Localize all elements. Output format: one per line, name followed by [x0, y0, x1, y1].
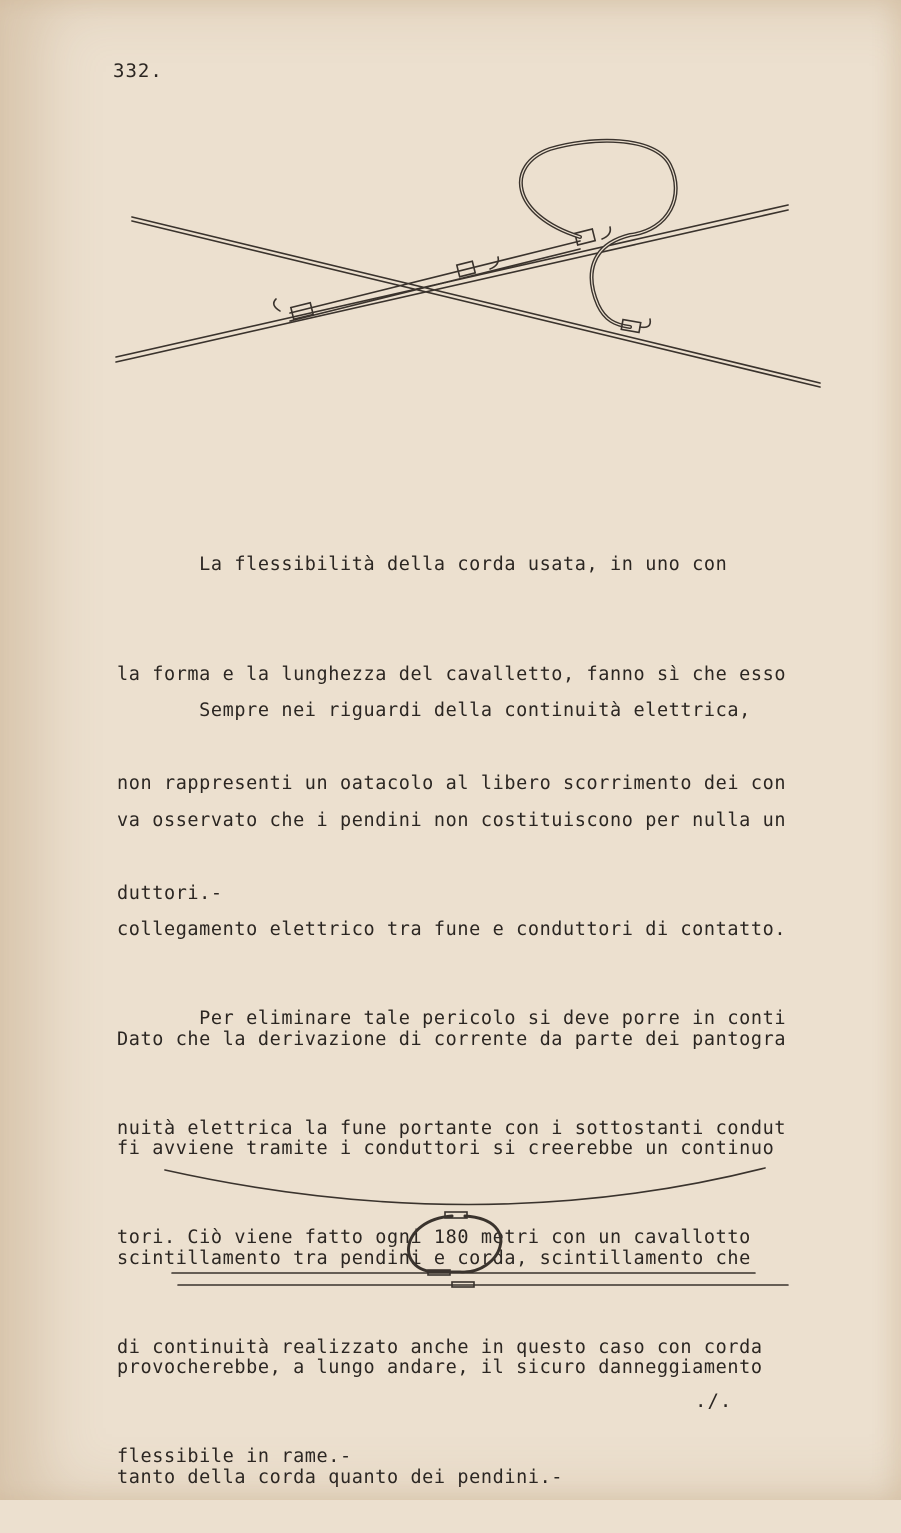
paragraph-line: va osservato che i pendini non costituiscono per nulla un: [117, 809, 787, 831]
paragraph-line: nuità elettrica la fune portante con i sottostanti condut: [117, 1117, 787, 1139]
paragraph-line: Sempre nei riguardi della continuità elettrica,: [117, 700, 751, 721]
paragraph-line: collegamento elettrico tra fune e conduttori di contatto.: [117, 919, 787, 940]
paragraph-line: non rappresenti un oatacolo al libero scorrimento dei con: [117, 773, 787, 794]
paragraph-line: scintillamento tra pendini e corda, scintillamento che: [117, 1247, 751, 1269]
paragraph-line: Per eliminare tale pericolo si deve porre in conti: [117, 1008, 787, 1029]
paragraph-line: di continuità realizzato anche in questo caso con corda: [117, 1336, 763, 1358]
cavallotto-illustration: [160, 1160, 800, 1300]
continuation-mark: ./.: [695, 1390, 733, 1412]
paragraph-line: provocherebbe, a lungo andare, il sicuro danneggiamento: [117, 1357, 763, 1378]
paragraph-line: la forma e la lunghezza del cavalletto, fanno sì che esso: [117, 663, 787, 685]
paragraph-line: La flessibilità della corda usata, in uno con: [117, 554, 728, 575]
paragraph-line: tori. Ciò viene fatto ogni 180 metri con un cavallotto: [117, 1227, 751, 1248]
paragraph-line: duttori.-: [117, 882, 223, 904]
paragraph-line: flessibile in rame.-: [117, 1446, 352, 1467]
paragraph-line: fi avviene tramite i conduttori si creerebbe un continuo: [117, 1138, 775, 1159]
cavalletto-illustration: [110, 135, 830, 395]
paragraph-line: Dato che la derivazione di corrente da parte dei pantogra: [117, 1028, 787, 1050]
paragraph-line: tanto della corda quanto dei pendini.-: [117, 1466, 564, 1488]
page-number: 332.: [113, 60, 163, 82]
